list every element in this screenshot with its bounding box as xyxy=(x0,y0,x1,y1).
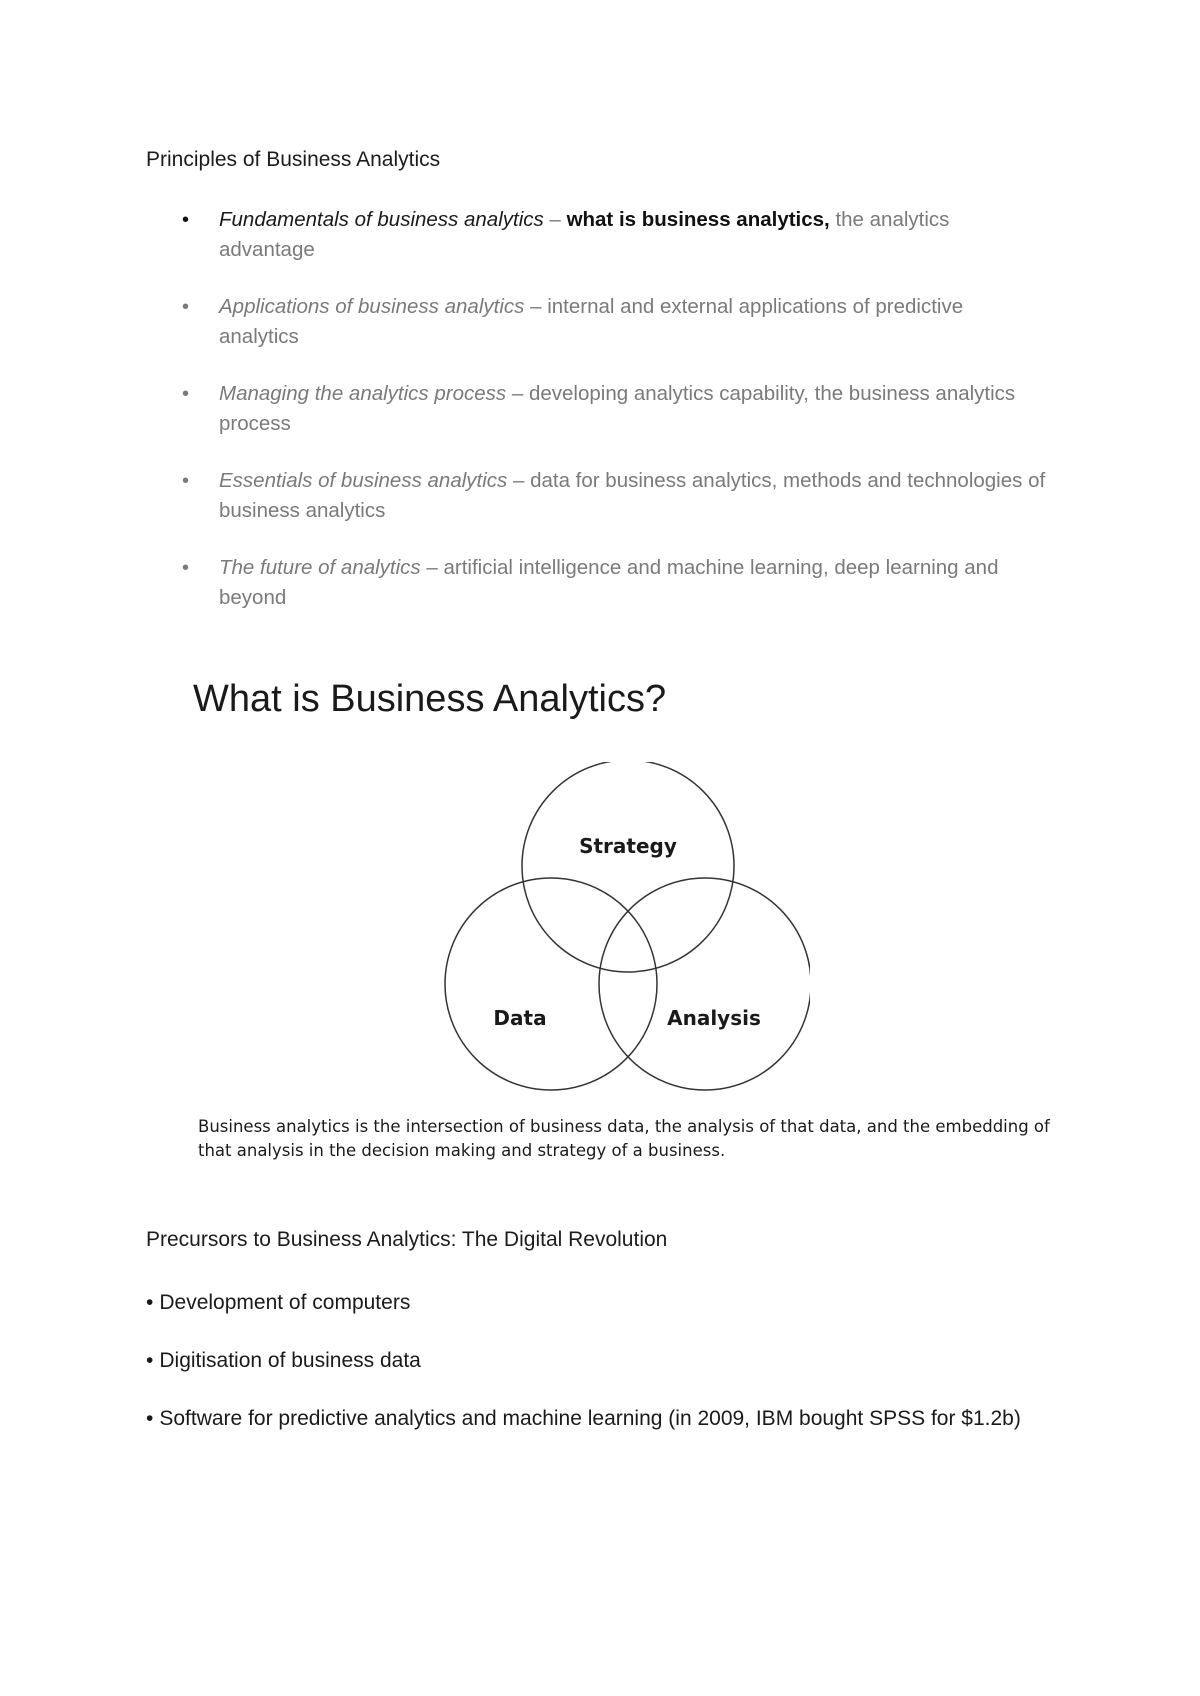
topic-dash: – xyxy=(506,382,529,405)
venn-label-strategy: Strategy xyxy=(579,834,677,858)
bullet: • xyxy=(182,470,190,492)
topic-heading: Managing the analytics process xyxy=(219,382,507,405)
bullet: • xyxy=(146,1407,154,1430)
topic-item xyxy=(146,466,1046,526)
venn-circle-strategy xyxy=(522,762,734,972)
topic-heading: Fundamentals of business analytics xyxy=(219,208,544,231)
bullet: • xyxy=(182,296,190,318)
topic-dash: – xyxy=(524,295,548,318)
diagram-title: What is Business Analytics? xyxy=(193,678,667,720)
venn-label-data: Data xyxy=(493,1006,547,1030)
precursor-list xyxy=(146,1288,1026,1462)
topic-heading: Essentials of business analytics xyxy=(219,469,508,492)
venn-circle-data xyxy=(445,878,657,1090)
bullet: • xyxy=(146,1349,154,1372)
page-title: Principles of Business Analytics xyxy=(146,148,441,171)
topic-dash: – xyxy=(543,208,567,231)
topic-description: artificial intelligence and machine learning, deep learning and beyond xyxy=(219,556,999,609)
precursor-item xyxy=(146,1288,1026,1318)
bullet: • xyxy=(182,557,190,579)
topic-description: the analytics advantage xyxy=(219,208,950,261)
venn-diagram xyxy=(430,762,810,1092)
topic-description: data for business analytics, methods and technologies of business analytics xyxy=(219,469,1046,522)
topic-list xyxy=(146,205,1046,640)
venn-label-analysis: Analysis xyxy=(667,1006,761,1030)
topic-description: internal and external applications of predictive analytics xyxy=(219,295,964,348)
diagram-caption: Business analytics is the intersection of business data, the analysis of that data, and the embedding of that analysis in the decision making and strategy of a business. xyxy=(198,1117,1050,1160)
topic-heading: The future of analytics xyxy=(219,556,421,579)
bullet: • xyxy=(182,209,190,231)
section-title: Precursors to Business Analytics: The Digital Revolution xyxy=(146,1228,668,1251)
bullet: • xyxy=(146,1291,154,1314)
topic-dash: – xyxy=(507,469,531,492)
topic-heading: Applications of business analytics xyxy=(219,295,525,318)
topic-item xyxy=(146,553,1046,613)
topic-description: developing analytics capability, the business analytics process xyxy=(219,382,1016,435)
topic-item xyxy=(146,205,1046,265)
topic-item xyxy=(146,292,1046,352)
bullet: • xyxy=(182,383,190,405)
precursor-text: Software for predictive analytics and machine learning (in 2009, IBM bought SPSS for $1.2b) xyxy=(159,1407,1021,1430)
topic-dash: – xyxy=(420,556,444,579)
topic-item xyxy=(146,379,1046,439)
topic-emphasis: what is business analytics, xyxy=(566,208,830,231)
precursor-item xyxy=(146,1404,1026,1434)
venn-circle-analysis xyxy=(599,878,810,1090)
precursor-text: Digitisation of business data xyxy=(159,1349,421,1372)
precursor-text: Development of computers xyxy=(159,1291,411,1314)
precursor-item xyxy=(146,1346,1026,1376)
